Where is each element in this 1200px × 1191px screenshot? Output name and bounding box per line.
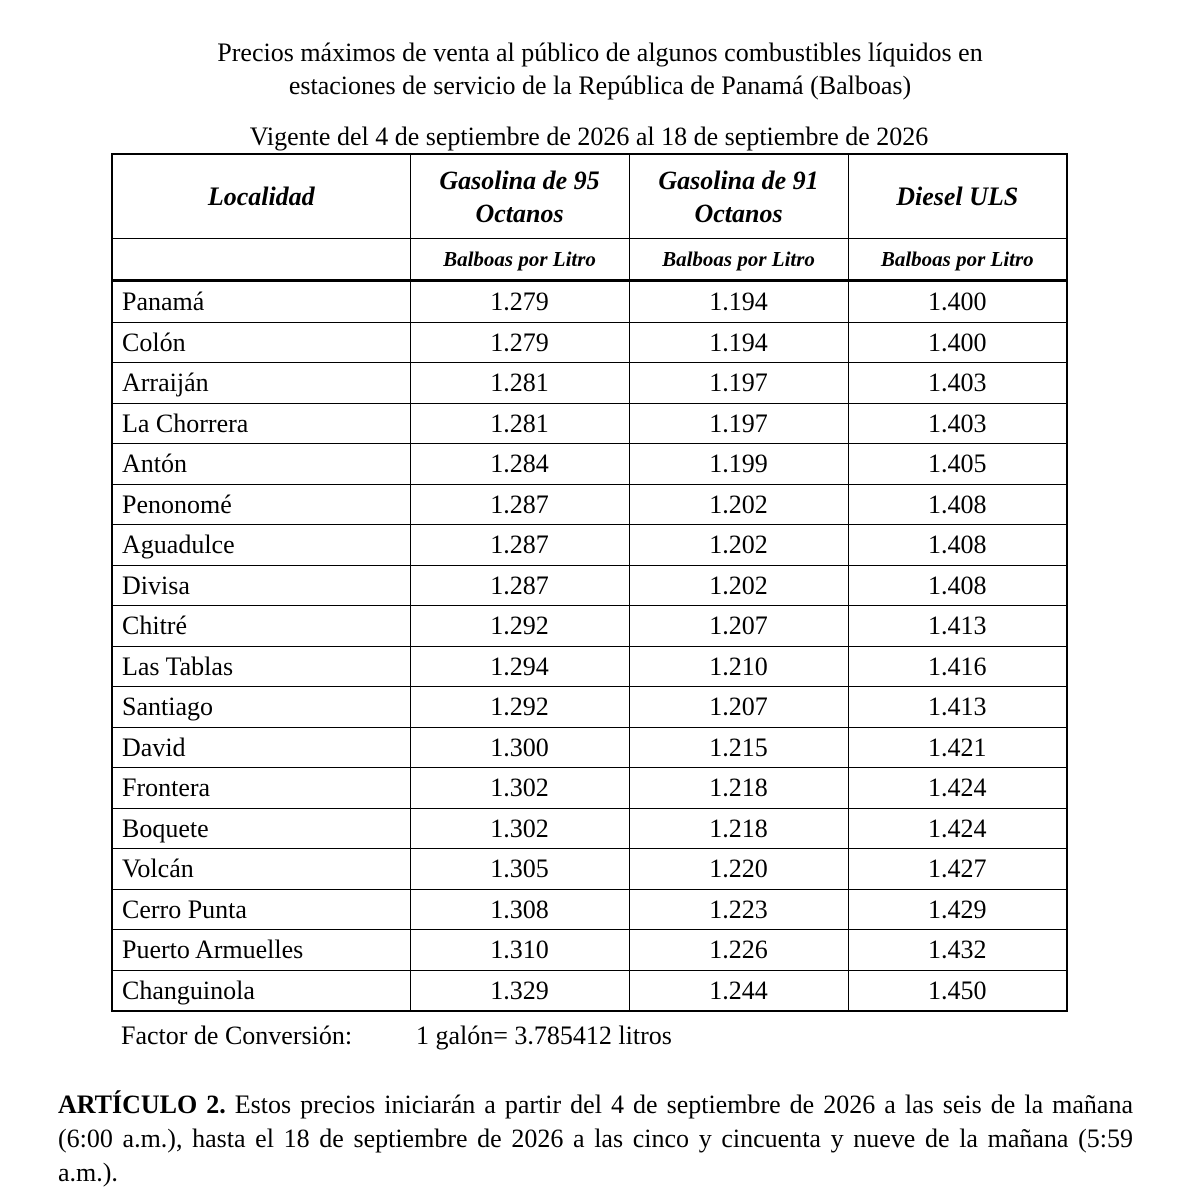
cell-gasolina-95: 1.302 bbox=[410, 808, 629, 849]
cell-localidad: Colón bbox=[112, 322, 410, 363]
cell-localidad: Volcán bbox=[112, 849, 410, 890]
table-row bbox=[112, 970, 1067, 1011]
table-row bbox=[112, 727, 1067, 768]
cell-localidad: Antón bbox=[112, 444, 410, 485]
cell-gasolina-95: 1.279 bbox=[410, 322, 629, 363]
cell-diesel-uls: 1.400 bbox=[848, 281, 1067, 323]
validity-period: Vigente del 4 de septiembre de 2026 al 18 de septiembre de 2026 bbox=[249, 122, 929, 151]
cell-gasolina-95: 1.305 bbox=[410, 849, 629, 890]
cell-localidad: Penonomé bbox=[112, 484, 410, 525]
cell-diesel-uls: 1.450 bbox=[848, 970, 1067, 1011]
table-row bbox=[112, 930, 1067, 971]
cell-diesel-uls: 1.403 bbox=[848, 403, 1067, 444]
cell-diesel-uls: 1.424 bbox=[848, 808, 1067, 849]
cell-gasolina-95: 1.281 bbox=[410, 403, 629, 444]
cell-gasolina-95: 1.292 bbox=[410, 687, 629, 728]
cell-gasolina-91: 1.202 bbox=[629, 565, 848, 606]
table-row bbox=[112, 889, 1067, 930]
units-gasolina-95: Balboas por Litro bbox=[410, 239, 629, 281]
cell-localidad: Boquete bbox=[112, 808, 410, 849]
table-row bbox=[112, 484, 1067, 525]
cell-gasolina-91: 1.210 bbox=[629, 646, 848, 687]
cell-localidad: Aguadulce bbox=[112, 525, 410, 566]
cell-gasolina-95: 1.279 bbox=[410, 281, 629, 323]
header-gasolina-91: Gasolina de 91 Octanos bbox=[629, 154, 848, 239]
conversion-factor bbox=[121, 1021, 672, 1051]
table-row bbox=[112, 403, 1067, 444]
cell-localidad: Panamá bbox=[112, 281, 410, 323]
cell-localidad: David bbox=[112, 727, 410, 768]
cell-gasolina-91: 1.194 bbox=[629, 322, 848, 363]
cell-diesel-uls: 1.403 bbox=[848, 363, 1067, 404]
table-body bbox=[112, 281, 1067, 1012]
cell-localidad: Divisa bbox=[112, 565, 410, 606]
cell-gasolina-91: 1.199 bbox=[629, 444, 848, 485]
cell-gasolina-91: 1.197 bbox=[629, 403, 848, 444]
cell-gasolina-95: 1.302 bbox=[410, 768, 629, 809]
header-gasolina-95: Gasolina de 95 Octanos bbox=[410, 154, 629, 239]
cell-gasolina-95: 1.300 bbox=[410, 727, 629, 768]
cell-diesel-uls: 1.413 bbox=[848, 606, 1067, 647]
cell-gasolina-91: 1.223 bbox=[629, 889, 848, 930]
cell-localidad: Frontera bbox=[112, 768, 410, 809]
table-row bbox=[112, 444, 1067, 485]
cell-diesel-uls: 1.413 bbox=[848, 687, 1067, 728]
cell-gasolina-95: 1.292 bbox=[410, 606, 629, 647]
header-diesel-uls: Diesel ULS bbox=[848, 154, 1067, 239]
cell-gasolina-95: 1.281 bbox=[410, 363, 629, 404]
cell-localidad: Arraiján bbox=[112, 363, 410, 404]
units-empty-cell bbox=[112, 239, 410, 281]
table-row bbox=[112, 808, 1067, 849]
cell-diesel-uls: 1.405 bbox=[848, 444, 1067, 485]
cell-diesel-uls: 1.416 bbox=[848, 646, 1067, 687]
cell-localidad: Cerro Punta bbox=[112, 889, 410, 930]
cell-gasolina-91: 1.220 bbox=[629, 849, 848, 890]
table-row bbox=[112, 281, 1067, 323]
cell-gasolina-91: 1.218 bbox=[629, 768, 848, 809]
cell-gasolina-95: 1.329 bbox=[410, 970, 629, 1011]
cell-diesel-uls: 1.408 bbox=[848, 565, 1067, 606]
cell-localidad: Santiago bbox=[112, 687, 410, 728]
cell-gasolina-91: 1.226 bbox=[629, 930, 848, 971]
table-row bbox=[112, 768, 1067, 809]
cell-diesel-uls: 1.408 bbox=[848, 525, 1067, 566]
cell-diesel-uls: 1.429 bbox=[848, 889, 1067, 930]
cell-gasolina-95: 1.310 bbox=[410, 930, 629, 971]
article-label: ARTÍCULO 2. bbox=[58, 1090, 226, 1119]
conversion-value: 1 galón= 3.785412 litros bbox=[416, 1021, 672, 1050]
cell-gasolina-91: 1.202 bbox=[629, 484, 848, 525]
cell-gasolina-91: 1.194 bbox=[629, 281, 848, 323]
cell-diesel-uls: 1.421 bbox=[848, 727, 1067, 768]
cell-gasolina-91: 1.215 bbox=[629, 727, 848, 768]
conversion-label: Factor de Conversión: bbox=[121, 1021, 353, 1050]
cell-diesel-uls: 1.427 bbox=[848, 849, 1067, 890]
article-text: Estos precios iniciarán a partir del 4 de septiembre de 2026 a las seis de la mañana (6:00 a.m.), hasta el 18 de septiembre de 2026 a las cinco y cincuenta y nueve de la mañana (5:59 a.m.). bbox=[58, 1090, 1134, 1187]
fuel-price-table bbox=[111, 153, 1068, 1012]
cell-gasolina-91: 1.197 bbox=[629, 363, 848, 404]
cell-localidad: Changuinola bbox=[112, 970, 410, 1011]
table-row bbox=[112, 363, 1067, 404]
cell-localidad: Las Tablas bbox=[112, 646, 410, 687]
cell-diesel-uls: 1.432 bbox=[848, 930, 1067, 971]
cell-diesel-uls: 1.400 bbox=[848, 322, 1067, 363]
cell-gasolina-91: 1.218 bbox=[629, 808, 848, 849]
title-line-2: estaciones de servicio de la República de Panamá (Balboas) bbox=[288, 71, 912, 100]
cell-gasolina-95: 1.287 bbox=[410, 525, 629, 566]
header-localidad: Localidad bbox=[112, 154, 410, 239]
table-row bbox=[112, 322, 1067, 363]
cell-localidad: Puerto Armuelles bbox=[112, 930, 410, 971]
units-diesel-uls: Balboas por Litro bbox=[848, 239, 1067, 281]
table-units-row bbox=[112, 239, 1067, 281]
table-header-row bbox=[112, 154, 1067, 239]
cell-localidad: Chitré bbox=[112, 606, 410, 647]
table-row bbox=[112, 646, 1067, 687]
cell-gasolina-91: 1.202 bbox=[629, 525, 848, 566]
cell-localidad: La Chorrera bbox=[112, 403, 410, 444]
article-2 bbox=[58, 1088, 1133, 1190]
table-row bbox=[112, 565, 1067, 606]
cell-gasolina-95: 1.287 bbox=[410, 484, 629, 525]
table-row bbox=[112, 606, 1067, 647]
cell-gasolina-91: 1.207 bbox=[629, 606, 848, 647]
cell-diesel-uls: 1.424 bbox=[848, 768, 1067, 809]
title-line-1: Precios máximos de venta al público de algunos combustibles líquidos en bbox=[217, 38, 983, 67]
table-row bbox=[112, 687, 1067, 728]
cell-gasolina-95: 1.287 bbox=[410, 565, 629, 606]
table-row bbox=[112, 525, 1067, 566]
cell-gasolina-91: 1.244 bbox=[629, 970, 848, 1011]
table-row bbox=[112, 849, 1067, 890]
cell-gasolina-95: 1.294 bbox=[410, 646, 629, 687]
document-title bbox=[0, 36, 1200, 102]
units-gasolina-91: Balboas por Litro bbox=[629, 239, 848, 281]
cell-gasolina-91: 1.207 bbox=[629, 687, 848, 728]
cell-gasolina-95: 1.308 bbox=[410, 889, 629, 930]
cell-diesel-uls: 1.408 bbox=[848, 484, 1067, 525]
cell-gasolina-95: 1.284 bbox=[410, 444, 629, 485]
